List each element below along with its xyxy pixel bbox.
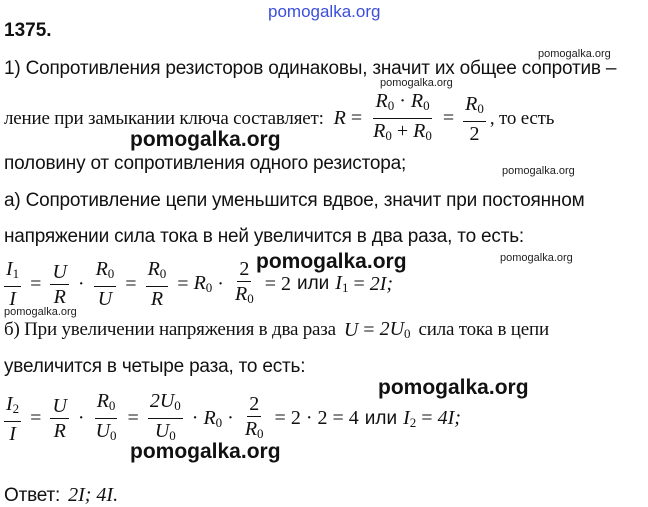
- parallel-fraction: [371, 90, 434, 147]
- watermark-small-4: pomogalka.org: [500, 252, 573, 264]
- partb-line1: б) При увеличении напряжения в два раза U = $2U_0$ сила тока в цепи: [4, 318, 549, 341]
- watermark-small-5: pomogalka.org: [4, 306, 77, 318]
- partb-result: 2 · 2 = 4: [290, 407, 359, 429]
- partb-line2: увеличится в четыре раза, то есть:: [4, 356, 306, 377]
- parta-result-alt: 2I;: [369, 272, 394, 295]
- parta-result: 2: [280, 272, 291, 295]
- parta-line1: а) Сопротивление цепи уменьшится вдвое, значит при постоянном: [4, 190, 585, 211]
- watermark-big-4: pomogalka.org: [130, 440, 281, 463]
- watermark-small-2: pomogalka.org: [380, 77, 453, 89]
- watermark-big-3: pomogalka.org: [378, 376, 529, 399]
- fraction-denominator: $R_0 + R_0$: [373, 120, 432, 143]
- parta-formula: $\frac{I_1}{I}$ = $\frac{U}{R}$ · $\frac{R_0}{U}$ = $\frac{R_0}{R}$ = $R_0$ · $\frac{2}{R_0}$ = 2 или $I_1$ = 2I;: [6, 258, 394, 310]
- answer-value: 2I; 4I.: [68, 484, 119, 506]
- watermark-small-3: pomogalka.org: [502, 165, 575, 177]
- half-fraction: $\frac{R_0}{2}$: [465, 92, 484, 145]
- partb-result-alt: 4I;: [437, 407, 461, 429]
- parta-line2: напряжении сила тока в ней увеличится в два раза, то есть:: [4, 226, 524, 247]
- part1-line3: половину от сопротивления одного резистора;: [4, 153, 407, 174]
- part1-line1: 1) Сопротивления резисторов одинаковы, значит их общее сопротив –: [4, 58, 617, 79]
- equals-sign: =: [442, 107, 455, 129]
- part1-line2-tail: , то есть: [489, 107, 555, 129]
- part1-formula-line: [4, 90, 554, 147]
- equals-sign: =: [350, 107, 363, 129]
- answer-line: [4, 484, 118, 507]
- watermark-big-2: pomogalka.org: [256, 250, 407, 273]
- part1-line2-text: ление при замыкании ключа составляет:: [4, 107, 324, 129]
- partb-formula: $\frac{I_2}{I}$ = $\frac{U}{R}$ · $\frac{R_0}{U_0}$ = $\frac{2U_0}{U_0}$ · $R_0$ · $\frac{2}{R_0}$ = 2 · 2 = 4 или $I_2$ = 4I;: [6, 390, 461, 445]
- answer-label: Ответ:: [4, 484, 61, 506]
- resistance-symbol: R: [333, 107, 346, 129]
- problem-number: 1375.: [4, 20, 52, 41]
- watermark-top: pomogalka.org: [268, 2, 381, 21]
- watermark-small-1: pomogalka.org: [538, 48, 611, 60]
- watermark-big-1: pomogalka.org: [130, 128, 281, 151]
- fraction-numerator: $R_0 \cdot R_0$: [373, 90, 431, 119]
